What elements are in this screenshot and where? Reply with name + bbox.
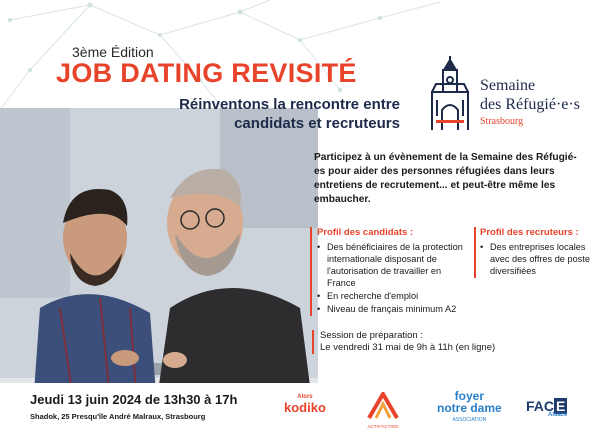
recruiter-profile bbox=[474, 227, 594, 278]
candidate-profile bbox=[310, 227, 472, 316]
activaction-mark-icon bbox=[363, 392, 403, 420]
foyer-line-2: notre dame bbox=[437, 401, 502, 415]
list-item: • Des entreprises locales avec des offres de poste diversifiées bbox=[480, 241, 594, 277]
list-item: • Des bénéficiaires de la protection internationale disposant de l'autorisation de travailler en France bbox=[317, 241, 472, 289]
session-title: Session de préparation : bbox=[320, 330, 423, 341]
semaine-refugies-logo bbox=[424, 54, 594, 134]
event-subtitle bbox=[150, 95, 400, 133]
subtitle-line-1: Réinventons la rencontre entre bbox=[179, 96, 400, 113]
foyer-notre-dame-logo bbox=[437, 390, 502, 426]
edition-label: 3ème Édition bbox=[72, 44, 154, 60]
logo-name-line-2: des Réfugié·e·s bbox=[480, 96, 580, 113]
logo-name bbox=[480, 76, 580, 114]
face-region: Alsace bbox=[547, 412, 568, 418]
face-alsace-logo bbox=[526, 398, 567, 418]
foyer-line-1: foyer bbox=[454, 389, 485, 403]
face-name: FAC bbox=[526, 398, 554, 414]
activaction-logo bbox=[363, 392, 403, 429]
cathedral-icon bbox=[428, 54, 472, 130]
kodiko-logo bbox=[284, 394, 326, 415]
event-title: JOB DATING REVISITÉ bbox=[56, 58, 357, 88]
foyer-sub: ASSOCIATION bbox=[452, 417, 487, 423]
activaction-name: ACTIV'ACTION bbox=[367, 424, 399, 429]
list-item: • En recherche d'emploi bbox=[317, 290, 472, 302]
event-date: Jeudi 13 juin 2024 de 13h30 à 17h bbox=[30, 392, 238, 407]
logo-city: Strasbourg bbox=[480, 116, 524, 127]
subtitle-line-2: candidats et recruteurs bbox=[234, 115, 400, 132]
logo-name-line-1: Semaine bbox=[480, 77, 536, 94]
candidate-profile-list bbox=[317, 241, 472, 315]
recruiter-profile-title: Profil des recruteurs : bbox=[480, 227, 579, 238]
intro-text: Participez à un évènement de la Semaine des Réfugié-es pour aider des personnes réfugiées dans leurs entretiens de recrutement... et peut-être même les embaucher. bbox=[314, 152, 577, 205]
face-e: E bbox=[556, 398, 566, 414]
event-address: Shadok, 25 Presqu'île André Malraux, Strasbourg bbox=[30, 412, 206, 421]
preparation-session bbox=[312, 330, 552, 354]
candidate-profile-title: Profil des candidats : bbox=[317, 227, 414, 238]
kodiko-name: kodiko bbox=[284, 400, 326, 415]
kodiko-small-text: Alors bbox=[297, 394, 313, 400]
list-item: • Niveau de français minimum A2 bbox=[317, 303, 472, 315]
recruiter-profile-list bbox=[480, 241, 594, 277]
session-date: Le vendredi 31 mai de 9h à 11h (en ligne) bbox=[320, 342, 496, 353]
